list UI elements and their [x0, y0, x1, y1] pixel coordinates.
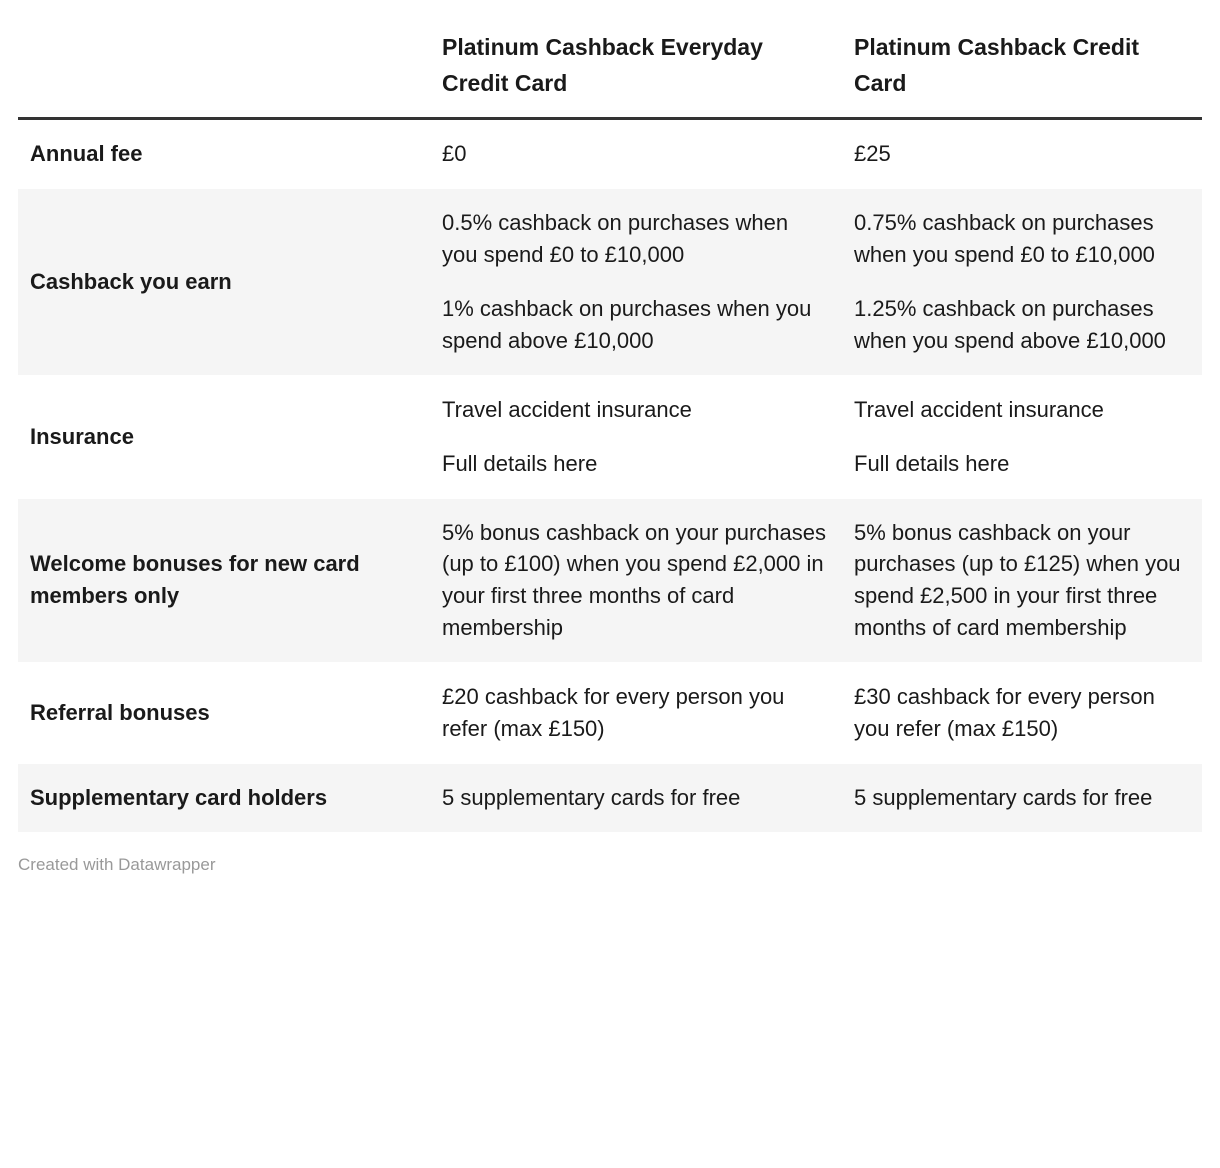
table-row	[18, 375, 1202, 498]
row-cell	[842, 119, 1202, 189]
row-cell	[430, 189, 842, 376]
row-cell	[430, 498, 842, 663]
row-cell	[430, 375, 842, 498]
table-body	[18, 119, 1202, 832]
cell-paragraph: 5 supplementary cards for free	[442, 784, 741, 810]
cell-paragraph: £0	[442, 141, 467, 167]
cell-paragraph: Full details here	[854, 450, 1010, 476]
table-header	[18, 0, 1202, 119]
cell-paragraph: Full details here	[442, 450, 598, 476]
cell-paragraph: 0.75% cashback on purchases when you spend £0 to £10,000	[854, 210, 1155, 268]
cell-paragraph: £30 cashback for every person you refer (max £150)	[854, 684, 1155, 741]
row-cell	[842, 763, 1202, 832]
row-label: Referral bonuses	[18, 663, 430, 764]
cell-paragraph: 5 supplementary cards for free	[854, 784, 1153, 810]
cell-paragraph: Travel accident insurance	[442, 396, 692, 422]
column-header-0	[18, 0, 430, 119]
row-label: Cashback you earn	[18, 189, 430, 376]
chart-credit: Created with Datawrapper	[18, 854, 216, 874]
row-cell	[842, 189, 1202, 376]
row-label: Insurance	[18, 375, 430, 498]
row-label: Supplementary card holders	[18, 763, 430, 832]
row-cell	[430, 663, 842, 764]
row-label: Welcome bonuses for new card members only	[18, 498, 430, 663]
cell-paragraph: 1% cashback on purchases when you spend above £10,000	[442, 295, 812, 353]
table-row	[18, 763, 1202, 832]
cell-paragraph: £25	[854, 141, 891, 167]
cell-paragraph: 5% bonus cashback on your purchases (up to £100) when you spend £2,000 in your first three months of card membership	[442, 519, 827, 641]
row-label: Annual fee	[18, 119, 430, 189]
column-header-2: Platinum Cashback Credit Card	[842, 0, 1202, 119]
row-cell	[430, 119, 842, 189]
table-row	[18, 119, 1202, 189]
table-header-row	[18, 0, 1202, 119]
table-row	[18, 498, 1202, 663]
row-cell	[430, 763, 842, 832]
row-cell	[842, 375, 1202, 498]
cell-paragraph: 5% bonus cashback on your purchases (up to £125) when you spend £2,500 in your first three months of card membership	[854, 519, 1181, 641]
cell-paragraph: Travel accident insurance	[854, 396, 1104, 422]
row-cell	[842, 663, 1202, 764]
column-header-1: Platinum Cashback Everyday Credit Card	[430, 0, 842, 119]
cell-paragraph: £20 cashback for every person you refer (max £150)	[442, 684, 785, 741]
row-cell	[842, 498, 1202, 663]
table-row	[18, 663, 1202, 764]
comparison-table	[18, 0, 1202, 833]
table-row	[18, 189, 1202, 376]
cell-paragraph: 1.25% cashback on purchases when you spend above £10,000	[854, 295, 1166, 353]
cell-paragraph: 0.5% cashback on purchases when you spend £0 to £10,000	[442, 210, 789, 268]
